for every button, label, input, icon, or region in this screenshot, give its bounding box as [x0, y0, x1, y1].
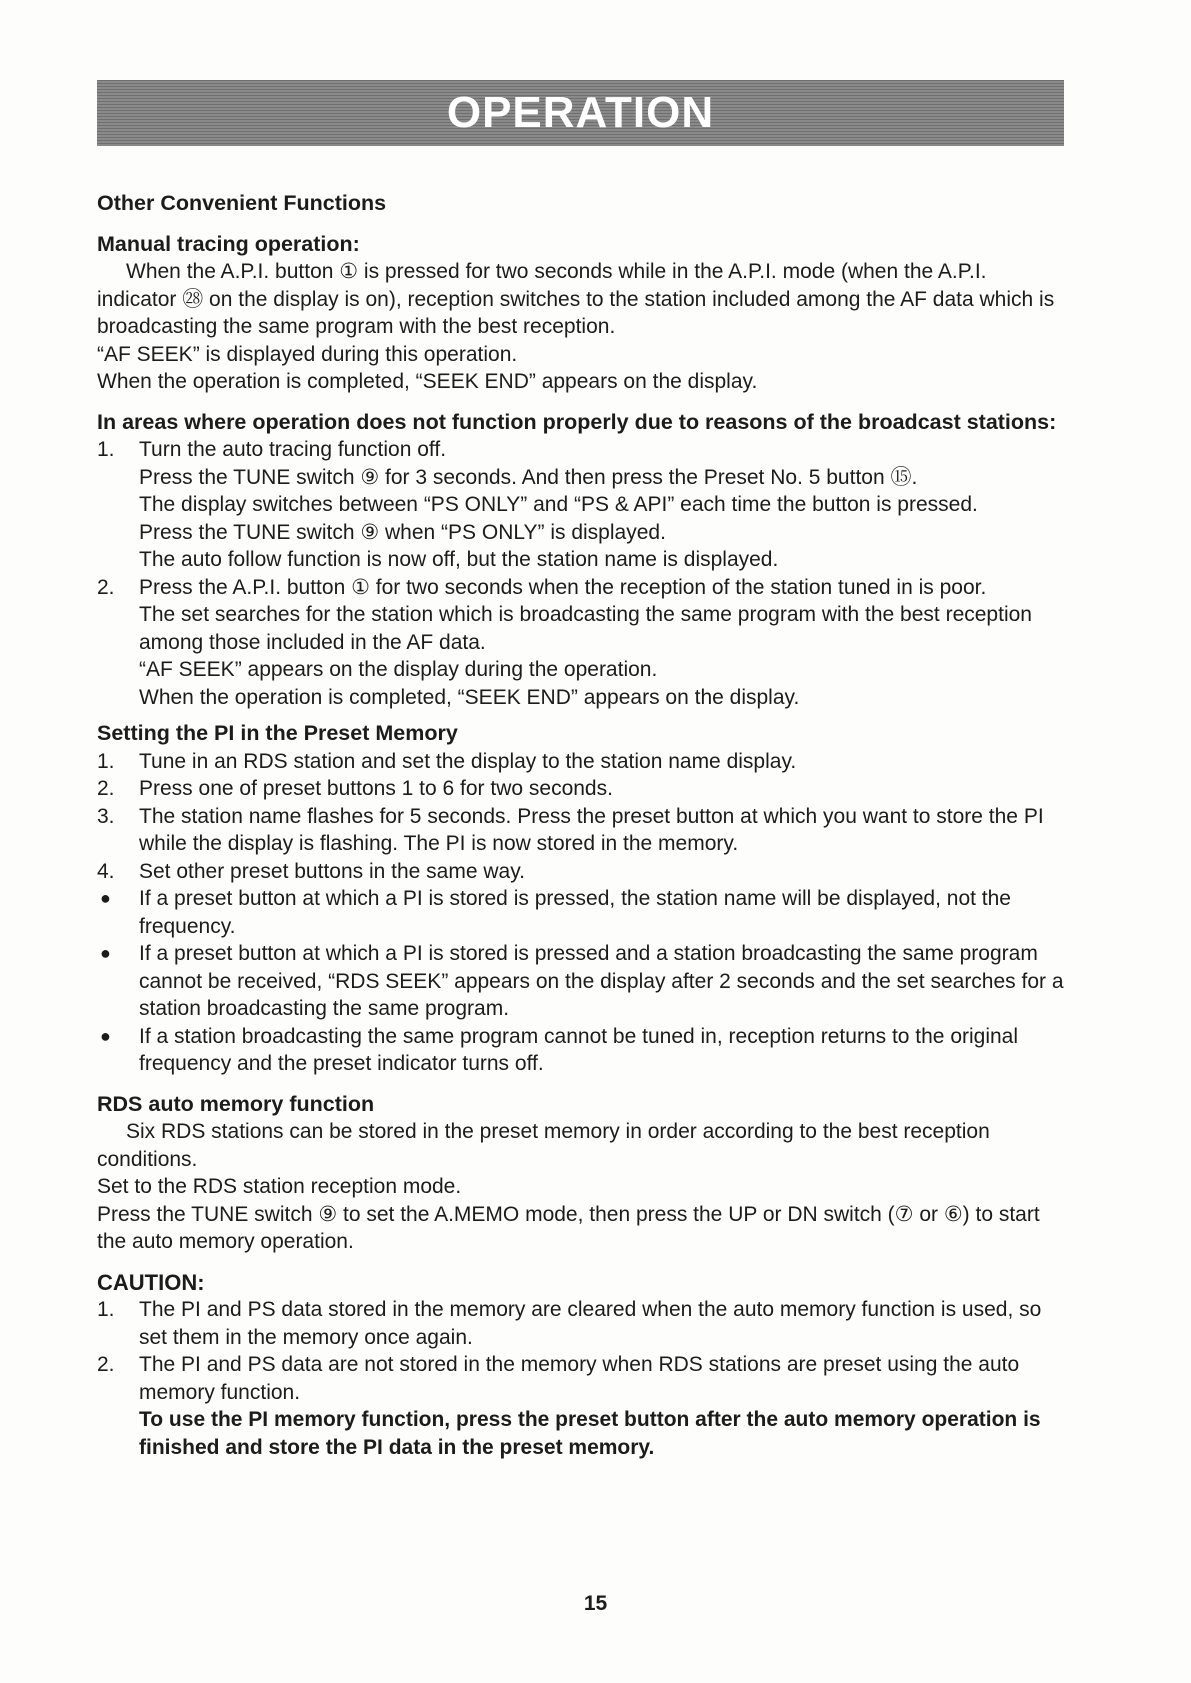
list-item [97, 940, 1067, 1023]
list-line: The display switches between “PS ONLY” and “PS & API” each time the button is pressed. [139, 493, 978, 516]
problem-areas-list [97, 436, 1067, 711]
page-title: OPERATION [446, 88, 715, 137]
list-item [97, 803, 1067, 858]
list-text: The PI and PS data stored in the memory are cleared when the auto memory function is used, so set them in the memory once again. [139, 1298, 1042, 1349]
rds-paragraph: Press the TUNE switch ⑨ to set the A.MEMO mode, then press the UP or DN switch (⑦ or ⑥) to start the auto memory operation. [97, 1202, 1040, 1253]
manual-tracing-note: “AF SEEK” is displayed during this operation. [97, 342, 518, 366]
manual-tracing-paragraph: When the A.P.I. button ① is pressed for two seconds while in the A.P.I. mode (when the A.P.I. indicator ㉘ on the display is on), reception switches to the station included among the AF data which is broadcasting the same program with the best reception. [97, 260, 1055, 338]
rds-paragraph: Set to the RDS station reception mode. [97, 1175, 462, 1198]
list-line: Turn the auto tracing function off. [139, 438, 447, 461]
list-text: If a station broadcasting the same program cannot be tuned in, reception returns to the original frequency and the preset indicator turns off. [139, 1024, 1019, 1075]
section-title: Other Convenient Functions [97, 191, 387, 215]
rds-auto-memory-section [97, 1091, 1067, 1256]
list-item [97, 1351, 1067, 1461]
rds-auto-memory-heading: RDS auto memory function [97, 1091, 375, 1116]
bullet-icon: ● [100, 1025, 111, 1046]
list-number: 1. [97, 749, 115, 773]
list-line: Press the A.P.I. button ① for two seconds when the reception of the station tuned in is poor. [139, 575, 987, 599]
list-item [97, 436, 1067, 574]
rds-paragraph: Six RDS stations can be stored in the preset memory in order according to the best reception conditions. [97, 1120, 990, 1171]
list-item [97, 858, 1067, 886]
list-text: If a preset button at which a PI is stored is pressed, the station name will be displayed, not the frequency. [139, 887, 1011, 938]
list-text: Press one of preset buttons 1 to 6 for two seconds. [139, 777, 613, 800]
list-line: “AF SEEK” appears on the display during the operation. [139, 658, 658, 681]
list-text: Set other preset buttons in the same way. [139, 859, 525, 883]
list-item [97, 1023, 1067, 1078]
list-number: 4. [97, 859, 115, 883]
pi-notes-list [97, 885, 1067, 1078]
list-text: If a preset button at which a PI is stored is pressed and a station broadcasting the same program cannot be received, “RDS SEEK” appears on the display after 2 seconds and the set searches for a station broadcasting the same program. [139, 942, 1064, 1020]
manual-tracing-heading: Manual tracing operation: [97, 231, 360, 256]
list-line: Press the TUNE switch ⑨ when “PS ONLY” is displayed. [139, 520, 666, 544]
list-number: 2. [97, 777, 115, 800]
list-number: 1. [97, 438, 115, 461]
caution-heading: CAUTION: [97, 1269, 205, 1295]
page-content [97, 190, 1067, 1461]
list-text: The station name flashes for 5 seconds. Press the preset button at which you want to store the PI while the display is flashing. The PI is now stored in the memory. [139, 804, 1044, 855]
bullet-icon: ● [100, 943, 111, 963]
list-line: When the operation is completed, “SEEK END” appears on the display. [139, 685, 800, 709]
pi-preset-section [97, 720, 1067, 1078]
list-item [97, 775, 1067, 803]
manual-tracing-section [97, 231, 1067, 396]
list-text: The PI and PS data are not stored in the memory when RDS stations are preset using the auto memory function. [139, 1353, 1020, 1404]
list-line: The set searches for the station which is broadcasting the same program with the best reception among those included in the AF data. [139, 603, 1032, 654]
header-banner [97, 80, 1064, 146]
pi-preset-heading: Setting the PI in the Preset Memory [97, 721, 458, 745]
bullet-icon: ● [100, 888, 111, 908]
problem-areas-section [97, 409, 1067, 712]
list-item [97, 748, 1067, 776]
caution-list [97, 1296, 1067, 1461]
page-number: 15 [583, 1592, 608, 1615]
list-line: The auto follow function is now off, but the station name is displayed. [139, 548, 779, 571]
manual-tracing-result: When the operation is completed, “SEEK END” appears on the display. [97, 370, 758, 393]
list-number: 1. [97, 1298, 115, 1321]
caution-note: To use the PI memory function, press the preset button after the auto memory operation is finished and store the PI data in the preset memory. [139, 1408, 1041, 1459]
list-number: 2. [97, 1353, 115, 1376]
pi-steps-list [97, 748, 1067, 886]
caution-section [97, 1269, 1067, 1462]
list-number: 2. [97, 575, 115, 599]
list-number: 3. [97, 804, 115, 828]
list-line: Press the TUNE switch ⑨ for 3 seconds. And then press the Preset No. 5 button ⑮. [139, 465, 918, 489]
problem-areas-heading: In areas where operation does not function properly due to reasons of the broadcast stations: [97, 409, 1057, 434]
list-text: Tune in an RDS station and set the display to the station name display. [139, 749, 797, 773]
list-item [97, 1296, 1067, 1351]
list-item [97, 574, 1067, 712]
list-item [97, 885, 1067, 940]
